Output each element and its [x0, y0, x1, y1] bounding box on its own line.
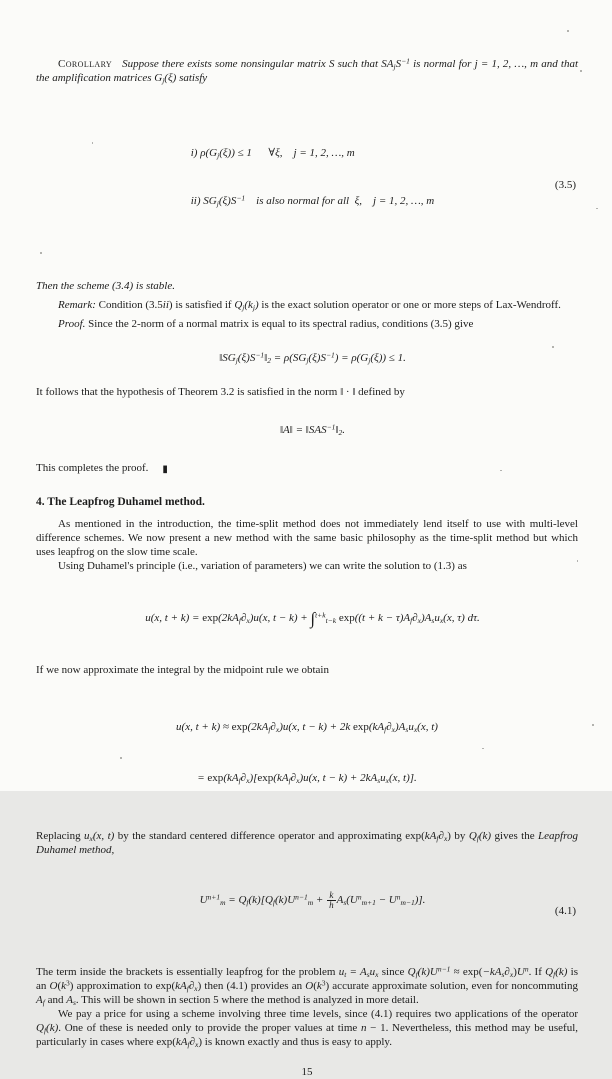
- remark-paragraph: [36, 298, 578, 312]
- spectral-radius-equation: [36, 337, 578, 379]
- duhamel-principle-paragraph: Using Duhamel's principle (i.e., variation of parameters) we can write the solution to (1.3) as: [58, 560, 467, 572]
- equation-3-5-lines: [191, 113, 435, 241]
- corollary-body: Suppose there exists some nonsingular matrix S such that $SA_jS^{-1}$ is normal for j = 1, 2, …, m and that the amplification matrices $G_j(\xi)$ satisfy: [36, 56, 578, 85]
- page-number: 15: [301, 1066, 313, 1078]
- brackets-discussion-paragraph: The term inside the brackets is essentially leapfrog for the problem $u_t = A_su_x$ since $Q_f(k)U^{n-1} \approx \exp(-kA_s\partial_x)U^n$. If $Q_f(k)$ is an $O(k^3)$ approximation to $\exp(kA_f\partial_x)$ then (4.1) provides an $O(k^3)$ accurate approximate solution, even for noncommuting $A_f$ and $A_s$. This will be shown in section 5 where the method is analyzed in more detail.: [36, 964, 578, 1007]
- midpoint-approximation-equation: [36, 685, 578, 821]
- scan-speckle: [567, 30, 569, 32]
- spectral-radius-equation-text: $‖SG_j(\xi)S^{-1}‖_2 = \rho(SG_j(\xi)S^{-1}) = \rho(G_j(\xi)) \le 1$.: [219, 350, 406, 365]
- midpoint-equation-line-2: = $\exp(kA_f\partial_x)[\exp(kA_f\partial_x)u(x$, $t - k) + 2kA_su_x(x$, t)].: [197, 772, 417, 785]
- scan-speckle: [500, 470, 502, 471]
- scan-speckle: [40, 252, 42, 254]
- equation-3-5: [36, 97, 578, 273]
- replacing-paragraph: Replacing $u_x(x$, t) by the standard centered difference operator and approximating $\exp(kA_f\partial_x)$ by $Q_f(k)$ gives the Leapfrog Duhamel method,: [36, 830, 578, 856]
- midpoint-equation-line-1: u(x, $t + k) \approx \exp(2kA_f\partial_x)u(x$, t − k) + 2k $\exp(kA_f\partial_x)A_su_x(x$, t): [176, 721, 438, 734]
- norm-hypothesis-paragraph: It follows that the hypothesis of Theorem 3.2 is satisfied in the norm ‖ · ‖ defined by: [36, 386, 405, 398]
- price-discussion-paragraph: We pay a price for using a scheme involving three time levels, since (4.1) requires two applications of the operator $Q_f(k)$. One of these is needed only to provide the proper values at time n − 1. Nevertheless, this method may be useful, particularly in cases where $\exp(kA_f\partial_x)$ is known exactly and thus is easy to apply.: [36, 1008, 578, 1049]
- scan-speckle: [552, 346, 554, 348]
- remark-label: Remark:: [58, 299, 96, 311]
- corollary-paragraph: [36, 57, 578, 85]
- scan-speckle: [596, 208, 598, 209]
- intro-paragraph: As mentioned in the introduction, the time-split method does not immediately lend itself to use with multi-level difference schemes. We now present a new method with the same basic philosophy as the time-split method but which uses leapfrog on the slow time scale.: [36, 518, 578, 558]
- norm-definition-equation: [36, 409, 578, 451]
- equation-tag-3-5: (3.5): [554, 179, 576, 191]
- proof-paragraph: [36, 317, 578, 331]
- duhamel-solution-equation-text: u(x, $t + k) = \exp(2kA_f\partial_x)u(x$, t − k) + ∫$^{t+k}_{t-k}$ $\exp((t + k - \tau)A_f\partial_x)A_su_x(x$, τ) dτ.: [145, 609, 480, 628]
- proof-label: Proof.: [58, 318, 86, 330]
- scan-speckle: [592, 724, 594, 726]
- corollary-label: Corollary: [58, 58, 113, 70]
- scan-speckle: [482, 748, 484, 749]
- equation-3-5-line-2: ii) $SG_j(\xi)S^{-1}$ is also normal for all ξ, j = 1, 2, …, m: [190, 193, 435, 208]
- scan-speckle: [120, 757, 122, 759]
- norm-definition-equation-text: ‖A‖ = $‖SAS^{-1}‖_2$.: [279, 422, 346, 437]
- equation-3-5-line-1: i) $\rho(G_j(\xi)) \le 1$ ∀ξ, j = 1, 2, …, m: [190, 147, 355, 160]
- leapfrog-duhamel-equation-text: $U^{n+1}_m = Q_f(k)[Q_f(k)U^{n-1}_m$ + $\frac{k}{h}$ $A_s(U^n_{m+1} - U^n_{m-1})$].: [199, 889, 426, 911]
- equation-tag-4-1: (4.1): [554, 905, 576, 917]
- proof-body: Since the 2-norm of a normal matrix is equal to its spectral radius, conditions (3.5) give: [88, 318, 474, 330]
- duhamel-solution-equation: [36, 582, 578, 654]
- proof-conclusion: This completes the proof. ▮: [36, 462, 168, 475]
- scan-speckle: [580, 70, 582, 72]
- scan-speckle: [577, 560, 578, 562]
- remark-body: Condition (3.5ii) is satisfied if $Q_j(k_j)$ is the exact solution operator or one or more steps of Lax-Wendroff.: [98, 299, 561, 312]
- section-heading: 4. The Leapfrog Duhamel method.: [36, 496, 205, 508]
- scan-speckle: [92, 142, 93, 144]
- leapfrog-duhamel-equation: [36, 867, 578, 955]
- proof-conclusion-text: This completes the proof.: [36, 462, 149, 474]
- midpoint-intro-paragraph: If we now approximate the integral by the midpoint rule we obtain: [36, 664, 329, 676]
- stability-statement: Then the scheme (3.4) is stable.: [36, 280, 175, 292]
